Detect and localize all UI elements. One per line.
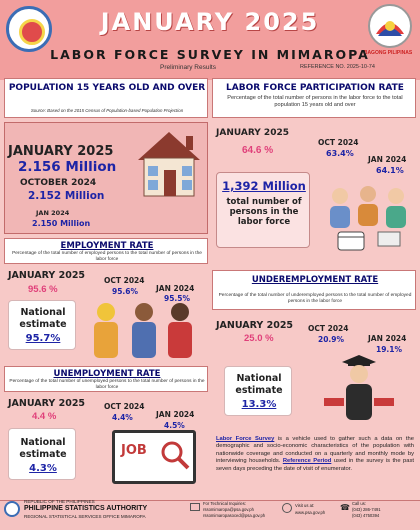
emp-jan2025-value: 95.6 % xyxy=(28,284,58,295)
under-national-card xyxy=(224,366,292,416)
job-sign: JOB xyxy=(121,443,147,458)
pop-jan2025-value: 2.156 Million xyxy=(18,159,117,175)
footer-office: REGIONAL STATISTICAL SERVICES OFFICE MIMAROPA xyxy=(24,514,146,519)
emp-national-label: National estimate xyxy=(19,307,67,330)
job-monitor-icon xyxy=(112,430,196,484)
notes-block xyxy=(216,436,414,473)
lfpr-jan2025-value: 64.6 % xyxy=(242,145,274,156)
pop-jan2025-label: JANUARY 2025 xyxy=(8,144,114,159)
employment-description: Percentage of the total number of employed persons to the total number of persons in the labor force xyxy=(12,251,202,262)
unemp-jan2024-label: JAN 2024 xyxy=(156,410,195,419)
lfpr-jan2024-label: JAN 2024 xyxy=(368,155,407,164)
magnifier-icon xyxy=(159,439,191,471)
labor-force-caption: total number of persons in the labor force xyxy=(226,197,302,227)
footer-phone-1[interactable]: (043) 286-7491 xyxy=(352,507,381,512)
preliminary-label: Preliminary Results xyxy=(160,64,216,71)
footer-agency: PHILIPPINE STATISTICS AUTHORITY xyxy=(24,505,148,512)
emp-jan2025-label: JANUARY 2025 xyxy=(8,270,86,281)
unemp-national-value: 4.3% xyxy=(29,463,57,474)
under-oct2024-value: 20.9% xyxy=(318,335,345,344)
pop-oct2024-value: 2.152 Million xyxy=(28,190,105,202)
footer-website[interactable]: www.psa.gov.ph xyxy=(295,510,326,515)
lfpr-oct2024-label: OCT 2024 xyxy=(318,138,359,147)
emp-jan2024-value: 95.5% xyxy=(164,294,191,303)
unemp-oct2024-value: 4.4% xyxy=(112,413,133,422)
under-jan2025-label: JANUARY 2025 xyxy=(216,320,294,331)
phone-icon: ☎ xyxy=(340,503,350,512)
unemployment-heading: UNEMPLOYMENT RATE xyxy=(53,369,161,379)
email-icon xyxy=(190,503,200,511)
footer-email-1[interactable]: rssomimaropa@psa.gov.ph xyxy=(203,507,254,512)
lfpr-jan2024-value: 64.1% xyxy=(376,166,404,175)
under-jan2024-label: JAN 2024 xyxy=(368,334,407,343)
lfpr-oct2024-value: 63.4% xyxy=(326,149,354,158)
under-national-label: National estimate xyxy=(235,373,283,396)
under-jan2025-value: 25.0 % xyxy=(244,333,274,344)
emp-jan2024-label: JAN 2024 xyxy=(156,284,195,293)
reference-text: used in the survey is the past seven days preceding the date of visit of enumerator. xyxy=(216,458,414,472)
unemp-national-card xyxy=(8,428,76,480)
unemp-jan2024-value: 4.5% xyxy=(164,421,185,430)
unemp-jan2025-value: 4.4 % xyxy=(32,411,57,422)
unemployment-description: Percentage of the total number of unemployed persons to the total number of persons in the labor force xyxy=(9,379,205,390)
footer-inquiries-label: For Technical Inquiries: xyxy=(203,501,246,506)
reference-number: REFERENCE NO. 2025-10-74 xyxy=(300,64,375,70)
pop-oct2024-label: OCTOBER 2024 xyxy=(20,178,97,188)
underemployment-heading: UNDEREMPLOYMENT RATE xyxy=(251,275,379,285)
footer-email-2[interactable]: rssomimaropasoced@psa.gov.ph xyxy=(203,513,266,518)
under-oct2024-label: OCT 2024 xyxy=(308,324,349,333)
population-source: Source: Based on the 2015 Census of Population-based Population Projection xyxy=(30,108,184,113)
lfpr-heading-box xyxy=(212,78,416,118)
lfpr-heading: LABOR FORCE PARTICIPATION RATE xyxy=(226,83,404,93)
emp-oct2024-label: OCT 2024 xyxy=(104,276,145,285)
house-icon xyxy=(130,122,208,202)
unemp-national-label: National estimate xyxy=(19,437,67,460)
population-heading: POPULATION 15 YEARS OLD AND OVER xyxy=(8,83,206,93)
employees-icon xyxy=(84,300,204,362)
employment-heading: EMPLOYMENT RATE xyxy=(60,241,154,251)
page-title: JANUARY 2025 xyxy=(100,8,320,36)
unemployment-heading-box xyxy=(4,366,208,392)
workers-group-icon xyxy=(318,180,416,252)
globe-icon xyxy=(282,503,292,513)
population-heading-box xyxy=(4,78,208,118)
footer-visit-label: Visit us at: xyxy=(295,503,315,508)
pop-jan2024-value: 2.150 Million xyxy=(32,219,91,228)
underemployment-heading-box xyxy=(212,270,416,310)
unemp-oct2024-label: OCT 2024 xyxy=(104,402,145,411)
employment-heading-box xyxy=(4,238,208,264)
under-national-value: 13.3% xyxy=(241,399,277,410)
lfs-text: is a vehicle used to gather such a data on the demographic and socio-economic characteristics of the population with nationwide coverage and conducted on a quarterly and monthly mode by interviewing households. xyxy=(216,436,414,465)
emp-national-value: 95.7% xyxy=(25,333,61,344)
under-jan2024-value: 19.1% xyxy=(376,345,403,354)
lfs-term: Labor Force Survey xyxy=(216,436,275,442)
pop-jan2024-label: JAN 2024 xyxy=(36,209,70,217)
underemployment-description: Percentage of the total number of underemployed persons to the total number of employed persons in the labor force xyxy=(218,293,412,304)
emp-national-card xyxy=(8,300,76,350)
footer-phone-label: Call us: xyxy=(352,501,366,506)
reference-term: Reference Period xyxy=(282,458,332,465)
footer-republic: REPUBLIC OF THE PHILIPPINES xyxy=(24,499,95,504)
emp-oct2024-value: 95.6% xyxy=(112,287,139,296)
bp-label: BAGONG PILIPINAS xyxy=(363,50,413,56)
lfpr-description: Percentage of the total number of persons in the labor force to the total population 15 years old and over xyxy=(227,95,403,108)
footer-phone-2[interactable]: (043) 4750394 xyxy=(352,513,380,518)
labor-force-value: 1,392 Million xyxy=(222,179,306,193)
labor-force-card xyxy=(216,172,310,248)
footer-psa-logo-icon xyxy=(4,501,20,517)
page-subtitle: LABOR FORCE SURVEY IN MIMAROPA xyxy=(50,47,370,62)
graduate-worker-icon xyxy=(310,352,410,428)
lfpr-jan2025-label: JANUARY 2025 xyxy=(216,128,289,138)
unemp-jan2025-label: JANUARY 2025 xyxy=(8,398,86,409)
